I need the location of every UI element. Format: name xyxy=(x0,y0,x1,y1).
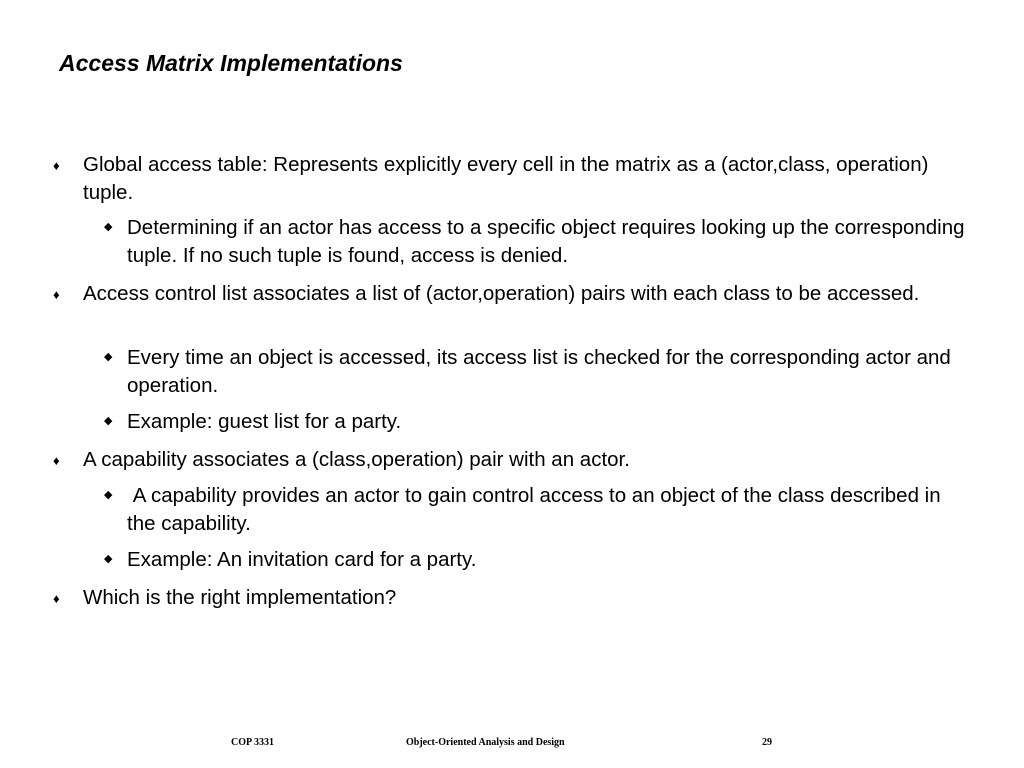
diamond-bullet-icon: ♦ xyxy=(53,453,60,468)
footer-page-number: 29 xyxy=(762,737,772,748)
subbullet-capability-control xyxy=(104,482,967,538)
bullet-right-implementation xyxy=(53,584,963,612)
bullet-text: Global access table: Represents explicitly every cell in the matrix as a (actor,class, operation) tuple. xyxy=(83,153,929,204)
subbullet-guest-list-example xyxy=(104,408,967,436)
subbullet-access-list-checked xyxy=(104,344,967,400)
diamond-bullet-icon: ◆ xyxy=(104,351,113,363)
subbullet-determining-access xyxy=(104,214,967,270)
diamond-bullet-icon: ◆ xyxy=(104,221,113,233)
subbullet-text: Example: guest list for a party. xyxy=(127,410,402,433)
bullet-text: Which is the right implementation? xyxy=(83,586,397,609)
bullet-global-access-table xyxy=(53,151,963,207)
subbullet-invitation-card-example xyxy=(104,546,967,574)
footer-course-title: Object-Oriented Analysis and Design xyxy=(406,737,565,748)
bullet-text: A capability associates a (class,operation) pair with an actor. xyxy=(83,448,630,471)
diamond-bullet-icon: ◆ xyxy=(104,415,113,427)
bullet-capability xyxy=(53,446,963,474)
subbullet-text: A capability provides an actor to gain control access to an object of the class described in the capability. xyxy=(127,484,947,535)
subbullet-text: Determining if an actor has access to a specific object requires looking up the corresponding tuple. If no such tuple is found, access is denied. xyxy=(127,216,965,267)
diamond-bullet-icon: ♦ xyxy=(53,158,60,173)
diamond-bullet-icon: ◆ xyxy=(104,489,113,501)
diamond-bullet-icon: ◆ xyxy=(104,553,113,565)
subbullet-text: Every time an object is accessed, its access list is checked for the corresponding actor and operation. xyxy=(127,346,951,397)
subbullet-text: Example: An invitation card for a party. xyxy=(127,548,477,571)
diamond-bullet-icon: ♦ xyxy=(53,287,60,302)
slide-title: Access Matrix Implementations xyxy=(59,50,403,76)
bullet-text: Access control list associates a list of (actor,operation) pairs with each class to be accessed. xyxy=(83,282,920,305)
footer-course-code: COP 3331 xyxy=(231,737,275,748)
bullet-access-control-list xyxy=(53,280,963,308)
diamond-bullet-icon: ♦ xyxy=(53,591,60,606)
